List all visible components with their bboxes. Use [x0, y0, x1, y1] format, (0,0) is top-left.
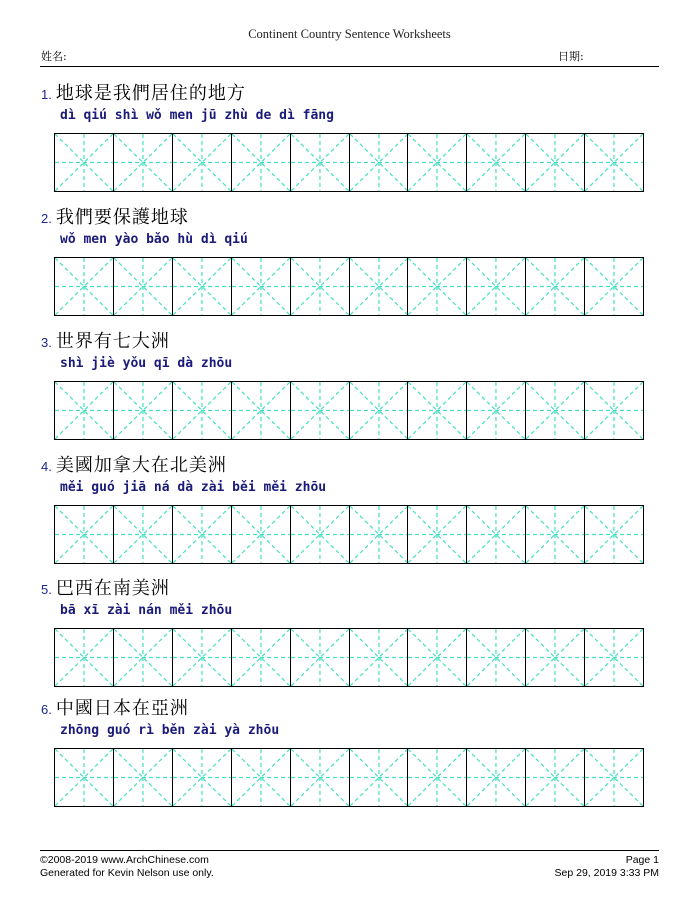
mi-grid-guide — [350, 382, 408, 439]
writing-cell[interactable] — [173, 749, 232, 806]
practice-grid[interactable] — [54, 628, 644, 687]
sentence-pinyin: wǒ men yào bǎo hù dì qiú — [60, 232, 248, 247]
writing-cell[interactable] — [467, 749, 526, 806]
writing-cell[interactable] — [526, 382, 585, 439]
mi-grid-guide — [467, 258, 525, 315]
writing-cell[interactable] — [585, 382, 643, 439]
practice-grid[interactable] — [54, 505, 644, 564]
sentence-hanzi: 地球是我們居住的地方 — [55, 83, 246, 104]
practice-grid[interactable] — [54, 133, 644, 192]
writing-cell[interactable] — [585, 258, 643, 315]
header-divider — [40, 66, 659, 67]
mi-grid-guide — [114, 629, 172, 686]
mi-grid-guide — [467, 134, 525, 191]
copyright-text: ©2008-2019 www.ArchChinese.com — [40, 854, 209, 866]
sentence-hanzi: 世界有七大洲 — [55, 331, 170, 352]
mi-grid-guide — [408, 749, 466, 806]
mi-grid-guide — [173, 506, 231, 563]
sentence-heading — [41, 694, 189, 718]
sentence-number: 6. — [41, 702, 52, 717]
sentence-block-6 — [41, 694, 661, 814]
writing-cell[interactable] — [232, 629, 291, 686]
sentence-hanzi: 中國日本在亞洲 — [55, 698, 189, 719]
writing-cell[interactable] — [350, 134, 409, 191]
writing-cell[interactable] — [55, 134, 114, 191]
writing-cell[interactable] — [350, 258, 409, 315]
writing-cell[interactable] — [55, 749, 114, 806]
mi-grid-guide — [232, 749, 290, 806]
mi-grid-guide — [55, 629, 113, 686]
writing-cell[interactable] — [291, 258, 350, 315]
mi-grid-guide — [291, 749, 349, 806]
mi-grid-guide — [526, 506, 584, 563]
writing-cell[interactable] — [408, 629, 467, 686]
mi-grid-guide — [585, 134, 643, 191]
sentence-pinyin: dì qiú shì wǒ men jū zhù de dì fāng — [60, 108, 334, 123]
mi-grid-guide — [350, 506, 408, 563]
writing-cell[interactable] — [173, 382, 232, 439]
sentence-number: 5. — [41, 582, 52, 597]
sentence-number: 2. — [41, 211, 52, 226]
mi-grid-guide — [173, 382, 231, 439]
sentence-heading — [41, 451, 227, 475]
writing-cell[interactable] — [232, 382, 291, 439]
writing-cell[interactable] — [232, 258, 291, 315]
writing-cell[interactable] — [526, 629, 585, 686]
sentence-pinyin: zhōng guó rì běn zài yà zhōu — [60, 723, 280, 738]
sentence-heading — [41, 203, 189, 227]
mi-grid-guide — [232, 506, 290, 563]
mi-grid-guide — [173, 749, 231, 806]
writing-cell[interactable] — [585, 506, 643, 563]
mi-grid-guide — [55, 134, 113, 191]
mi-grid-guide — [55, 506, 113, 563]
sentence-block-2 — [41, 203, 661, 323]
practice-grid[interactable] — [54, 381, 644, 440]
mi-grid-guide — [291, 629, 349, 686]
writing-cell[interactable] — [114, 506, 173, 563]
mi-grid-guide — [408, 258, 466, 315]
writing-cell[interactable] — [526, 134, 585, 191]
writing-cell[interactable] — [408, 134, 467, 191]
mi-grid-guide — [585, 629, 643, 686]
writing-cell[interactable] — [408, 382, 467, 439]
worksheet-title: Continent Country Sentence Worksheets — [248, 27, 451, 41]
mi-grid-guide — [467, 749, 525, 806]
mi-grid-guide — [408, 134, 466, 191]
writing-cell[interactable] — [467, 506, 526, 563]
mi-grid-guide — [232, 258, 290, 315]
writing-cell[interactable] — [173, 506, 232, 563]
writing-cell[interactable] — [114, 629, 173, 686]
mi-grid-guide — [526, 749, 584, 806]
writing-cell[interactable] — [467, 134, 526, 191]
mi-grid-guide — [291, 134, 349, 191]
writing-cell[interactable] — [55, 382, 114, 439]
mi-grid-guide — [55, 749, 113, 806]
mi-grid-guide — [114, 382, 172, 439]
writing-cell[interactable] — [350, 382, 409, 439]
mi-grid-guide — [350, 749, 408, 806]
generated-datetime: Sep 29, 2019 3:33 PM — [554, 867, 659, 879]
mi-grid-guide — [526, 134, 584, 191]
writing-cell[interactable] — [526, 749, 585, 806]
writing-cell[interactable] — [408, 506, 467, 563]
mi-grid-guide — [232, 134, 290, 191]
writing-cell[interactable] — [291, 382, 350, 439]
mi-grid-guide — [173, 258, 231, 315]
writing-cell[interactable] — [526, 258, 585, 315]
writing-cell[interactable] — [173, 258, 232, 315]
mi-grid-guide — [291, 382, 349, 439]
name-label: 姓名: — [41, 50, 67, 63]
mi-grid-guide — [350, 134, 408, 191]
sentence-hanzi: 巴西在南美洲 — [55, 578, 170, 599]
writing-cell[interactable] — [114, 258, 173, 315]
sentence-heading — [41, 327, 170, 351]
writing-cell[interactable] — [408, 258, 467, 315]
writing-cell[interactable] — [350, 749, 409, 806]
mi-grid-guide — [467, 382, 525, 439]
writing-cell[interactable] — [291, 134, 350, 191]
writing-cell[interactable] — [585, 629, 643, 686]
sentence-heading — [41, 574, 170, 598]
mi-grid-guide — [408, 629, 466, 686]
writing-cell[interactable] — [585, 134, 643, 191]
mi-grid-guide — [350, 258, 408, 315]
writing-cell[interactable] — [232, 506, 291, 563]
mi-grid-guide — [55, 258, 113, 315]
writing-cell[interactable] — [55, 258, 114, 315]
writing-cell[interactable] — [232, 134, 291, 191]
mi-grid-guide — [232, 629, 290, 686]
writing-cell[interactable] — [467, 629, 526, 686]
writing-cell[interactable] — [350, 629, 409, 686]
sentence-hanzi: 美國加拿大在北美洲 — [55, 455, 227, 476]
page-number: Page 1 — [625, 854, 659, 866]
writing-cell[interactable] — [173, 629, 232, 686]
sentence-pinyin: bā xī zài nán měi zhōu — [60, 603, 233, 618]
writing-cell[interactable] — [526, 506, 585, 563]
sentence-block-1 — [41, 79, 661, 199]
footer-left — [40, 854, 214, 880]
mi-grid-guide — [173, 629, 231, 686]
mi-grid-guide — [467, 506, 525, 563]
sentence-number: 1. — [41, 87, 52, 102]
writing-cell[interactable] — [173, 134, 232, 191]
mi-grid-guide — [585, 258, 643, 315]
generated-for-text: Generated for Kevin Nelson use only. — [40, 867, 214, 879]
writing-cell[interactable] — [114, 382, 173, 439]
writing-cell[interactable] — [114, 134, 173, 191]
mi-grid-guide — [350, 629, 408, 686]
mi-grid-guide — [291, 258, 349, 315]
sentence-block-3 — [41, 327, 661, 447]
mi-grid-guide — [585, 749, 643, 806]
writing-cell[interactable] — [585, 749, 643, 806]
sentence-heading — [41, 79, 246, 103]
mi-grid-guide — [526, 258, 584, 315]
writing-cell[interactable] — [291, 749, 350, 806]
footer-right — [555, 854, 660, 880]
mi-grid-guide — [408, 506, 466, 563]
mi-grid-guide — [173, 134, 231, 191]
mi-grid-guide — [526, 382, 584, 439]
practice-grid[interactable] — [54, 748, 644, 807]
writing-cell[interactable] — [291, 506, 350, 563]
mi-grid-guide — [114, 506, 172, 563]
writing-cell[interactable] — [467, 258, 526, 315]
sentence-pinyin: měi guó jiā ná dà zài běi měi zhōu — [60, 480, 327, 495]
mi-grid-guide — [114, 258, 172, 315]
writing-cell[interactable] — [114, 749, 173, 806]
writing-cell[interactable] — [408, 749, 467, 806]
mi-grid-guide — [526, 629, 584, 686]
sentence-number: 3. — [41, 335, 52, 350]
sentence-block-5 — [41, 574, 661, 694]
mi-grid-guide — [114, 749, 172, 806]
practice-grid[interactable] — [54, 257, 644, 316]
mi-grid-guide — [232, 382, 290, 439]
date-label: 日期: — [558, 50, 584, 63]
writing-cell[interactable] — [350, 506, 409, 563]
writing-cell[interactable] — [55, 506, 114, 563]
footer-divider — [40, 850, 659, 851]
sentence-pinyin: shì jiè yǒu qī dà zhōu — [60, 356, 233, 371]
mi-grid-guide — [55, 382, 113, 439]
mi-grid-guide — [114, 134, 172, 191]
writing-cell[interactable] — [291, 629, 350, 686]
mi-grid-guide — [585, 382, 643, 439]
sentence-number: 4. — [41, 459, 52, 474]
writing-cell[interactable] — [467, 382, 526, 439]
mi-grid-guide — [408, 382, 466, 439]
sentence-hanzi: 我們要保護地球 — [55, 207, 189, 228]
writing-cell[interactable] — [232, 749, 291, 806]
writing-cell[interactable] — [55, 629, 114, 686]
mi-grid-guide — [585, 506, 643, 563]
mi-grid-guide — [467, 629, 525, 686]
mi-grid-guide — [291, 506, 349, 563]
sentence-block-4 — [41, 451, 661, 571]
